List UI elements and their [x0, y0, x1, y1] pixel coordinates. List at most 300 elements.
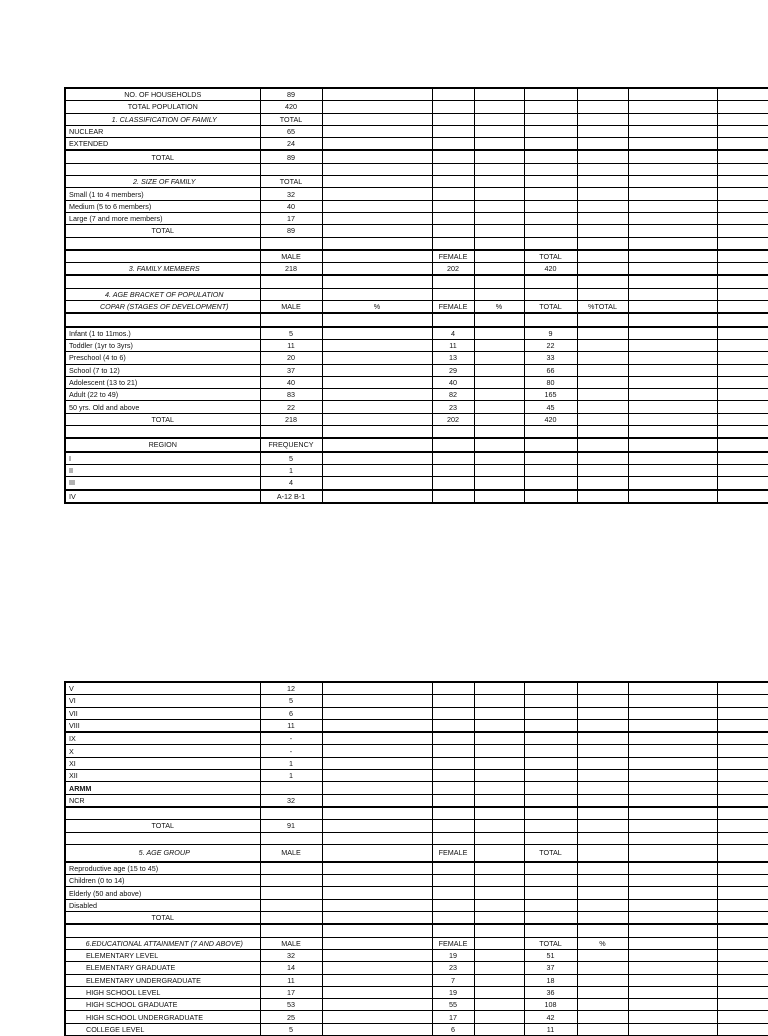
- value-cell: [577, 438, 628, 451]
- table-row: [65, 263, 768, 276]
- value-cell: [432, 163, 474, 175]
- value-cell: [628, 745, 717, 757]
- value-cell: [717, 974, 768, 986]
- table-row: [65, 163, 768, 175]
- value-cell: [524, 862, 577, 875]
- value-cell: [628, 937, 717, 949]
- value-cell: [322, 389, 432, 401]
- value-cell: [577, 364, 628, 376]
- table-row: [65, 757, 768, 769]
- value-cell: [432, 464, 474, 476]
- value-cell: [322, 275, 432, 288]
- value-cell: [474, 807, 524, 820]
- value-cell: [260, 832, 322, 844]
- value-cell: [717, 113, 768, 125]
- value-cell: [577, 770, 628, 782]
- row-label-cell: EXTENDED: [65, 138, 260, 151]
- value-cell: [524, 695, 577, 707]
- row-label-cell: X: [65, 745, 260, 757]
- value-cell: [577, 113, 628, 125]
- value-cell: [717, 820, 768, 832]
- value-cell: [322, 237, 432, 250]
- value-cell: [577, 477, 628, 490]
- table-row: [65, 401, 768, 413]
- table-row: [65, 212, 768, 224]
- value-cell: [260, 807, 322, 820]
- value-cell: [432, 200, 474, 212]
- value-cell: [322, 212, 432, 224]
- value-cell: [322, 188, 432, 200]
- value-cell: [432, 101, 474, 113]
- value-cell: [577, 313, 628, 326]
- value-cell: [577, 719, 628, 732]
- value-cell: [628, 200, 717, 212]
- value-cell: [322, 794, 432, 807]
- value-cell: [322, 352, 432, 364]
- row-label-cell: 50 yrs. Old and above: [65, 401, 260, 413]
- row-label-cell: Small (1 to 4 members): [65, 188, 260, 200]
- value-cell: [524, 101, 577, 113]
- value-cell: [322, 962, 432, 974]
- value-cell: [474, 138, 524, 151]
- row-label-cell: Preschool (4 to 6): [65, 352, 260, 364]
- row-label-cell: [65, 163, 260, 175]
- value-cell: [322, 937, 432, 949]
- value-cell: 17: [260, 212, 322, 224]
- value-cell: [474, 820, 524, 832]
- value-cell: [577, 176, 628, 188]
- value-cell: [474, 275, 524, 288]
- value-cell: [577, 707, 628, 719]
- value-cell: 33: [524, 352, 577, 364]
- value-cell: 19: [432, 986, 474, 998]
- value-cell: [628, 163, 717, 175]
- table-row: [65, 464, 768, 476]
- value-cell: [628, 887, 717, 899]
- value-cell: [577, 912, 628, 925]
- value-cell: [322, 757, 432, 769]
- row-label-cell: XII: [65, 770, 260, 782]
- value-cell: [717, 707, 768, 719]
- value-cell: [474, 490, 524, 503]
- value-cell: [577, 974, 628, 986]
- value-cell: [717, 937, 768, 949]
- value-cell: [628, 288, 717, 300]
- value-cell: 19: [432, 949, 474, 961]
- value-cell: 22: [524, 339, 577, 351]
- value-cell: [524, 313, 577, 326]
- value-cell: [474, 426, 524, 439]
- table-row: [65, 832, 768, 844]
- value-cell: [524, 163, 577, 175]
- table-row: [65, 413, 768, 425]
- value-cell: [474, 438, 524, 451]
- table-row: [65, 999, 768, 1011]
- value-cell: [322, 1023, 432, 1035]
- value-cell: [717, 899, 768, 911]
- value-cell: [577, 426, 628, 439]
- value-cell: [474, 263, 524, 276]
- table-row: [65, 937, 768, 949]
- value-cell: [628, 401, 717, 413]
- value-cell: [474, 464, 524, 476]
- value-cell: 83: [260, 389, 322, 401]
- value-cell: [628, 820, 717, 832]
- value-cell: [577, 413, 628, 425]
- value-cell: [717, 163, 768, 175]
- value-cell: [260, 924, 322, 937]
- row-label-cell: ARMM: [65, 782, 260, 794]
- value-cell: [717, 263, 768, 276]
- row-label-cell: [65, 924, 260, 937]
- value-cell: [260, 782, 322, 794]
- value-cell: [577, 275, 628, 288]
- value-cell: [322, 452, 432, 465]
- value-cell: [474, 477, 524, 490]
- value-cell: [577, 875, 628, 887]
- value-cell: [322, 695, 432, 707]
- value-cell: [322, 125, 432, 137]
- value-cell: [628, 313, 717, 326]
- value-cell: [717, 719, 768, 732]
- row-label-cell: TOTAL: [65, 413, 260, 425]
- table-row: [65, 477, 768, 490]
- value-cell: [524, 490, 577, 503]
- value-cell: [474, 732, 524, 745]
- value-cell: [717, 1023, 768, 1035]
- value-cell: [628, 899, 717, 911]
- value-cell: TOTAL: [524, 301, 577, 314]
- value-cell: 202: [432, 263, 474, 276]
- value-cell: 11: [260, 974, 322, 986]
- row-label-cell: IX: [65, 732, 260, 745]
- value-cell: [717, 212, 768, 224]
- value-cell: [432, 770, 474, 782]
- table-row: [65, 695, 768, 707]
- value-cell: [432, 225, 474, 237]
- value-cell: [577, 1011, 628, 1023]
- value-cell: [474, 364, 524, 376]
- table-row: [65, 339, 768, 351]
- value-cell: [260, 862, 322, 875]
- table-row: [65, 225, 768, 237]
- value-cell: [717, 887, 768, 899]
- value-cell: FREQUENCY: [260, 438, 322, 451]
- row-label-cell: IV: [65, 490, 260, 503]
- value-cell: [628, 794, 717, 807]
- value-cell: 218: [260, 413, 322, 425]
- value-cell: [322, 225, 432, 237]
- row-label-cell: 5. AGE GROUP: [65, 844, 260, 862]
- value-cell: [628, 974, 717, 986]
- value-cell: 80: [524, 376, 577, 388]
- table-row: [65, 237, 768, 250]
- table-row: [65, 887, 768, 899]
- value-cell: [322, 477, 432, 490]
- value-cell: [322, 719, 432, 732]
- value-cell: [717, 999, 768, 1011]
- value-cell: [524, 745, 577, 757]
- value-cell: [577, 101, 628, 113]
- table-row: [65, 782, 768, 794]
- value-cell: [628, 949, 717, 961]
- table-row: [65, 88, 768, 101]
- value-cell: [717, 426, 768, 439]
- value-cell: [474, 288, 524, 300]
- value-cell: [577, 389, 628, 401]
- value-cell: [628, 188, 717, 200]
- table-row: [65, 452, 768, 465]
- value-cell: [577, 490, 628, 503]
- value-cell: [474, 899, 524, 911]
- value-cell: [717, 313, 768, 326]
- value-cell: [628, 924, 717, 937]
- row-label-cell: [65, 313, 260, 326]
- value-cell: [474, 962, 524, 974]
- value-cell: 4: [432, 327, 474, 340]
- value-cell: [322, 339, 432, 351]
- row-label-cell: 3. FAMILY MEMBERS: [65, 263, 260, 276]
- value-cell: [628, 962, 717, 974]
- table-row: [65, 719, 768, 732]
- value-cell: [432, 782, 474, 794]
- value-cell: 5: [260, 1023, 322, 1035]
- value-cell: [432, 899, 474, 911]
- value-cell: -: [260, 745, 322, 757]
- row-label-cell: V: [65, 682, 260, 695]
- row-label-cell: TOTAL: [65, 912, 260, 925]
- value-cell: [432, 426, 474, 439]
- value-cell: MALE: [260, 937, 322, 949]
- value-cell: [577, 745, 628, 757]
- value-cell: 32: [260, 949, 322, 961]
- value-cell: [474, 212, 524, 224]
- value-cell: [524, 288, 577, 300]
- value-cell: 420: [260, 101, 322, 113]
- row-label-cell: [65, 275, 260, 288]
- value-cell: 14: [260, 962, 322, 974]
- value-cell: [524, 782, 577, 794]
- value-cell: [322, 844, 432, 862]
- value-cell: [524, 477, 577, 490]
- value-cell: [717, 1011, 768, 1023]
- value-cell: [322, 832, 432, 844]
- row-label-cell: [65, 832, 260, 844]
- value-cell: TOTAL: [524, 937, 577, 949]
- value-cell: [260, 237, 322, 250]
- value-cell: [717, 490, 768, 503]
- value-cell: [474, 250, 524, 263]
- value-cell: [322, 438, 432, 451]
- value-cell: [322, 426, 432, 439]
- value-cell: [524, 188, 577, 200]
- row-label-cell: Infant (1 to 11mos.): [65, 327, 260, 340]
- value-cell: [577, 807, 628, 820]
- row-label-cell: 4. AGE BRACKET OF POPULATION: [65, 288, 260, 300]
- value-cell: 11: [260, 339, 322, 351]
- value-cell: [474, 1023, 524, 1035]
- value-cell: [322, 288, 432, 300]
- value-cell: [717, 695, 768, 707]
- table-row: [65, 862, 768, 875]
- value-cell: %TOTAL: [577, 301, 628, 314]
- value-cell: [577, 757, 628, 769]
- value-cell: [628, 1011, 717, 1023]
- value-cell: 24: [260, 138, 322, 151]
- value-cell: [717, 301, 768, 314]
- value-cell: [524, 887, 577, 899]
- table-row: [65, 176, 768, 188]
- value-cell: [717, 288, 768, 300]
- value-cell: 32: [260, 188, 322, 200]
- value-cell: 22: [260, 401, 322, 413]
- value-cell: 6: [260, 707, 322, 719]
- value-cell: [717, 327, 768, 340]
- value-cell: 17: [432, 1011, 474, 1023]
- value-cell: [717, 452, 768, 465]
- value-cell: 18: [524, 974, 577, 986]
- row-label-cell: COLLEGE LEVEL: [65, 1023, 260, 1035]
- value-cell: [577, 150, 628, 163]
- value-cell: [322, 986, 432, 998]
- row-label-cell: Medium (5 to 6 members): [65, 200, 260, 212]
- value-cell: [628, 807, 717, 820]
- table-row: [65, 364, 768, 376]
- value-cell: [474, 339, 524, 351]
- value-cell: 23: [432, 401, 474, 413]
- value-cell: [577, 288, 628, 300]
- value-cell: [628, 301, 717, 314]
- value-cell: [628, 732, 717, 745]
- value-cell: 9: [524, 327, 577, 340]
- table-row: [65, 974, 768, 986]
- value-cell: [717, 782, 768, 794]
- table-row: [65, 313, 768, 326]
- value-cell: [474, 150, 524, 163]
- table-row: [65, 426, 768, 439]
- row-label-cell: [65, 250, 260, 263]
- value-cell: [628, 875, 717, 887]
- value-cell: [524, 464, 577, 476]
- value-cell: 20: [260, 352, 322, 364]
- value-cell: [577, 682, 628, 695]
- value-cell: [474, 924, 524, 937]
- value-cell: [322, 732, 432, 745]
- value-cell: [628, 999, 717, 1011]
- value-cell: [717, 352, 768, 364]
- value-cell: [577, 401, 628, 413]
- value-cell: [717, 770, 768, 782]
- value-cell: [524, 125, 577, 137]
- value-cell: [577, 237, 628, 250]
- table-row: [65, 745, 768, 757]
- value-cell: [474, 770, 524, 782]
- value-cell: [474, 327, 524, 340]
- value-cell: [474, 832, 524, 844]
- value-cell: [577, 225, 628, 237]
- value-cell: [322, 949, 432, 961]
- value-cell: [628, 237, 717, 250]
- value-cell: MALE: [260, 844, 322, 862]
- value-cell: [322, 138, 432, 151]
- value-cell: [628, 912, 717, 925]
- value-cell: [524, 426, 577, 439]
- row-label-cell: VI: [65, 695, 260, 707]
- row-label-cell: III: [65, 477, 260, 490]
- value-cell: [628, 719, 717, 732]
- value-cell: [474, 912, 524, 925]
- value-cell: [474, 88, 524, 101]
- value-cell: [322, 150, 432, 163]
- value-cell: [474, 949, 524, 961]
- row-label-cell: Elderly (50 and above): [65, 887, 260, 899]
- value-cell: [474, 113, 524, 125]
- row-label-cell: XI: [65, 757, 260, 769]
- value-cell: [524, 200, 577, 212]
- value-cell: [717, 912, 768, 925]
- value-cell: [717, 176, 768, 188]
- value-cell: [524, 707, 577, 719]
- row-label-cell: NCR: [65, 794, 260, 807]
- value-cell: [628, 464, 717, 476]
- value-cell: [717, 875, 768, 887]
- spreadsheet-section-2: [64, 681, 768, 1036]
- value-cell: [577, 899, 628, 911]
- value-cell: 55: [432, 999, 474, 1011]
- value-cell: [432, 313, 474, 326]
- value-cell: [432, 188, 474, 200]
- value-cell: [717, 389, 768, 401]
- value-cell: [524, 682, 577, 695]
- value-cell: [717, 364, 768, 376]
- value-cell: [474, 986, 524, 998]
- value-cell: [577, 352, 628, 364]
- value-cell: -: [260, 732, 322, 745]
- value-cell: 36: [524, 986, 577, 998]
- value-cell: [322, 376, 432, 388]
- value-cell: [628, 101, 717, 113]
- value-cell: [717, 188, 768, 200]
- row-label-cell: ELEMENTARY UNDERGRADUATE: [65, 974, 260, 986]
- table-row: [65, 389, 768, 401]
- value-cell: [322, 745, 432, 757]
- value-cell: [628, 125, 717, 137]
- table-row: [65, 1011, 768, 1023]
- value-cell: [322, 912, 432, 925]
- value-cell: [577, 949, 628, 961]
- value-cell: [474, 844, 524, 862]
- value-cell: [717, 962, 768, 974]
- value-cell: TOTAL: [260, 176, 322, 188]
- value-cell: [628, 150, 717, 163]
- value-cell: [432, 212, 474, 224]
- value-cell: [432, 275, 474, 288]
- row-label-cell: Large (7 and more members): [65, 212, 260, 224]
- table-row: [65, 949, 768, 961]
- value-cell: [577, 695, 628, 707]
- value-cell: [628, 862, 717, 875]
- value-cell: FEMALE: [432, 250, 474, 263]
- value-cell: [260, 875, 322, 887]
- value-cell: [260, 426, 322, 439]
- value-cell: [474, 188, 524, 200]
- value-cell: [474, 1011, 524, 1023]
- table-row: [65, 732, 768, 745]
- spreadsheet-section-1: [64, 87, 768, 504]
- value-cell: [577, 832, 628, 844]
- value-cell: [432, 820, 474, 832]
- value-cell: [432, 832, 474, 844]
